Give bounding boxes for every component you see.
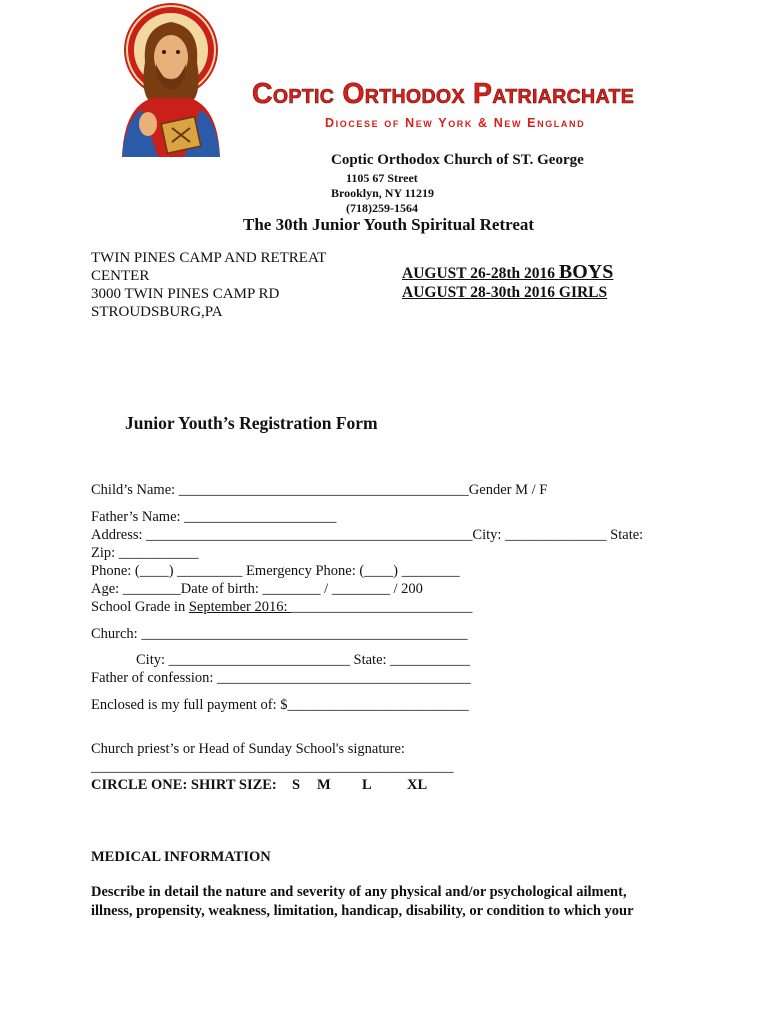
- boys-label: BOYS: [558, 261, 614, 283]
- medical-heading: MEDICAL INFORMATION: [91, 849, 271, 865]
- church-city: Brooklyn, NY 11219: [331, 186, 435, 200]
- location-line-1: TWIN PINES CAMP AND RETREAT: [91, 250, 327, 266]
- location-line-2: CENTER: [91, 268, 150, 284]
- diocese-name: Diocese of New York & New England: [325, 116, 586, 130]
- signature-line[interactable]: __________________________________________________: [91, 759, 454, 775]
- school-grade-blank: _________________________: [291, 599, 473, 615]
- event-title: The 30th Junior Youth Spiritual Retreat: [243, 215, 535, 234]
- father-name-field[interactable]: Father’s Name: _____________________: [91, 509, 337, 525]
- church-name: Coptic Orthodox Church of ST. George: [331, 152, 584, 168]
- church-street: 1105 67 Street: [346, 171, 418, 185]
- medical-description-line-1: Describe in detail the nature and severity of any physical and/or psychological ailment,: [91, 884, 627, 900]
- shirt-size-xl[interactable]: XL: [407, 777, 428, 793]
- father-confession-field[interactable]: Father of confession: ___________________________________: [91, 670, 471, 686]
- school-grade-month: September 2016:: [188, 599, 292, 615]
- medical-description-line-2: illness, propensity, weakness, limitation, handicap, disability, or condition to which your: [91, 903, 634, 919]
- icon-of-christ-logo: [112, 2, 230, 157]
- location-line-3: 3000 TWIN PINES CAMP RD: [91, 286, 280, 302]
- shirt-size-l[interactable]: L: [362, 777, 372, 793]
- boys-date-text: AUGUST 26-28th 2016: [402, 265, 559, 282]
- form-title: Junior Youth’s Registration Form: [125, 413, 378, 433]
- child-name-field[interactable]: Child’s Name: ________________________________________Gender M / F: [91, 482, 548, 498]
- patriarchate-brand: Coptic Orthodox Patriarchate: [252, 78, 635, 110]
- age-field[interactable]: Age: ________Date of birth: ________ / ________ / 200: [91, 581, 423, 597]
- girls-dates: AUGUST 28-30th 2016 GIRLS: [402, 284, 608, 301]
- school-grade-prefix: School Grade in: [91, 599, 189, 615]
- shirt-size-label: CIRCLE ONE: SHIRT SIZE:: [91, 777, 277, 793]
- payment-field[interactable]: Enclosed is my full payment of: $_________________________: [91, 697, 469, 713]
- location-line-4: STROUDSBURG,PA: [91, 304, 223, 320]
- church-city-field[interactable]: City: _________________________ State: ___________: [136, 652, 470, 668]
- address-field[interactable]: Address: _____________________________________________City: ______________ State:: [91, 527, 644, 543]
- shirt-size-m[interactable]: M: [317, 777, 331, 793]
- signature-label: Church priest’s or Head of Sunday School's signature:: [91, 741, 405, 757]
- church-field[interactable]: Church: _____________________________________________: [91, 626, 468, 642]
- school-grade-field[interactable]: [91, 599, 472, 616]
- phone-field[interactable]: Phone: (____) _________ Emergency Phone: (____) ________: [91, 563, 460, 579]
- shirt-size-s[interactable]: S: [292, 777, 301, 793]
- church-phone: (718)259-1564: [346, 201, 418, 215]
- zip-field[interactable]: Zip: ___________: [91, 545, 199, 561]
- boys-dates: [402, 261, 613, 284]
